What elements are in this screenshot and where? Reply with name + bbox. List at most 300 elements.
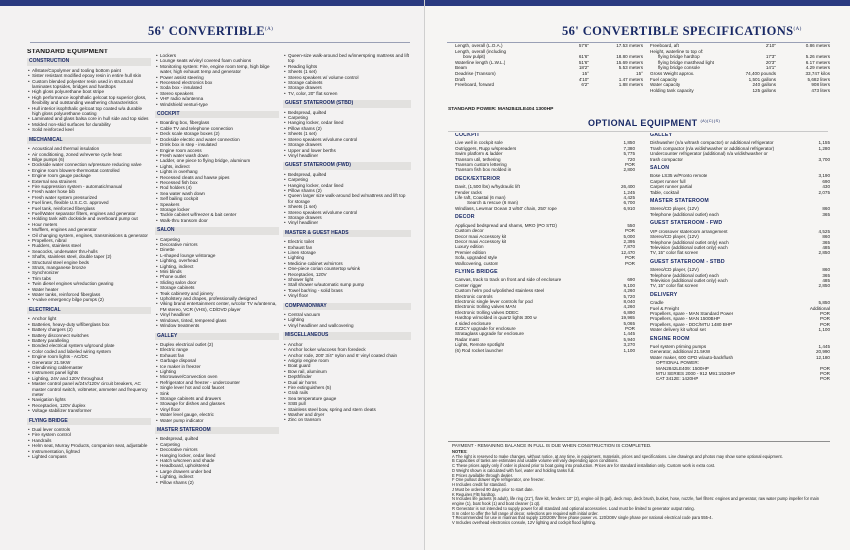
equipment-item: • Garbage disposal: [155, 358, 279, 363]
equipment-item: • Drink box in step - insulated: [155, 142, 279, 147]
equipment-item: • Hanging locker, cedar lined: [155, 453, 279, 458]
option-row: [650, 376, 830, 381]
option-name: Telephone (additional outlet) each: [650, 272, 719, 278]
spec-label: Length, overall (L.O.A.): [455, 43, 503, 48]
equipment-item: • Vinyl headliner and wallcovering: [283, 323, 411, 328]
spec-metric: 18.80 meters: [616, 54, 643, 60]
spec-label: Freeboard, forward: [455, 82, 495, 88]
equipment-item: • Vinyl headliner: [283, 153, 411, 158]
equipment-item: • Recessed fish box: [155, 180, 279, 185]
equipment-item: • Cable TV and telephone connection: [155, 126, 279, 131]
equipment-item: • Anchor rode, 200' 3/4" nylon and 6' vinyl coated chain: [283, 353, 411, 358]
equipment-item: • Lighting: [155, 369, 279, 374]
equipment-item: • Bonded electrical system w/ground plate: [27, 343, 151, 348]
note-item: B Capacities of tanks are estimates and usable volume will vary depending upon conditions.: [452, 458, 619, 464]
equipment-item: • External sea strainers: [27, 179, 151, 184]
equipment-item: • Anchor light: [27, 316, 151, 321]
option-name: Windlass, Lewmar Ocean 3 w/50' chain, 250' rope: [455, 205, 557, 211]
equipment-item: • Dockside electric and water connection: [155, 137, 279, 142]
option-price: 4,525: [818, 228, 830, 234]
option-name: Transom util, tethering: [455, 156, 501, 162]
option-price: 860: [822, 234, 830, 240]
option-price: 860: [822, 206, 830, 212]
option-price: POR: [625, 255, 635, 261]
note-item: E Prices available through dealer.: [452, 472, 513, 478]
equipment-item: • Lighting, 24V and 120V throughout: [27, 376, 151, 381]
optional-section-header: ENGINE ROOM: [650, 335, 690, 342]
option-price: 5,775: [623, 151, 635, 157]
title-note: (A): [793, 26, 802, 32]
option-name: Life raft, Coastal (6 man): [455, 195, 506, 201]
equipment-item: • Water heater: [27, 287, 151, 292]
equipment-item: • Stall shower w/automatic sump pump: [283, 282, 411, 287]
equipment-item: • Single lever hot and cold faucet: [155, 385, 279, 390]
option-name: Carpet runner partial: [650, 184, 693, 190]
standard-equipment-col-1: [27, 49, 151, 549]
option-row: [455, 348, 635, 353]
equipment-item: • Color coded and labeled wiring system: [27, 349, 151, 354]
equipment-item: • Vinyl headliner: [283, 220, 411, 225]
equipment-item: • Lighting, indirect: [155, 474, 279, 479]
option-name: Table, cocktail: [650, 189, 679, 195]
equipment-item: • Acoustical and thermal insulation: [27, 146, 151, 151]
equipment-item: • Lights in overhang: [155, 169, 279, 174]
option-name: Cradle: [650, 300, 664, 306]
equipment-item: • Fresh water system pressurized: [27, 195, 151, 200]
spec-imperial: 57'6": [578, 43, 589, 48]
option-name: Transom custom lettering: [455, 162, 507, 168]
equipment-item: • Power assist steering: [155, 75, 279, 80]
spec-metric: 4.29 meters: [805, 65, 830, 71]
equipment-item: • Bilge pumps (6): [27, 157, 151, 162]
option-price: 4,260: [623, 288, 635, 294]
standard-equipment-col-3: [283, 53, 411, 550]
option-name: MTU SERIES 2000 - 912 M91:1520HP: [656, 371, 736, 377]
spec-imperial: 14'1": [765, 65, 776, 71]
equipment-item: • Sheets (1 set): [283, 69, 411, 74]
option-name: Premier edition: [455, 249, 486, 255]
equipment-item: • Air conditioning, zoned w/reverse cycle heat: [27, 152, 151, 157]
equipment-item: • Stereo speakers w/ volume control: [283, 75, 411, 80]
option-name: Television (additional outlet only) each: [650, 244, 728, 250]
equipment-item: • Fire suppression system - automatic/manual: [27, 184, 151, 189]
note-item: T Recommended for use in marinas that supply 120/208V three phase power vs. 120/208V single phase per national electrical code para 555-4.: [452, 515, 713, 521]
equipment-item: • Structural steel engine beds: [27, 260, 151, 265]
option-name: Strataglass upgrade for enclosure: [455, 331, 524, 337]
optional-section-header: GUEST STATEROOM - FWD: [650, 220, 723, 227]
spec-metric: 5,682 liters: [807, 76, 830, 82]
note-item: K Requires F/B hardtop.: [452, 491, 496, 497]
option-price: 5,065: [623, 320, 635, 326]
equipment-item: • L-shaped lounge w/storage: [155, 253, 279, 258]
option-price: 2,075: [818, 189, 830, 195]
option-name: Stereo/CD player, (12V): [650, 206, 699, 212]
option-name: Trash compactor (n/a w/dishwasher or additional refrigerator): [650, 145, 775, 151]
spec-label: Holding tank capacity: [650, 87, 694, 93]
equipment-item: • Self bailing cockpit: [155, 196, 279, 201]
optional-section-header: DELIVERY: [650, 291, 678, 298]
optional-section-header: SALON: [650, 165, 670, 172]
option-name: TV, 15" color flat screen: [650, 283, 699, 289]
spec-label: Waterline length (L.W.L.): [455, 59, 506, 65]
title-note: (A): [265, 26, 274, 32]
spec-metric: 33,747 kilos: [805, 70, 830, 76]
equipment-item: • Lounge seats w/vinyl covered foam cushions: [155, 58, 279, 63]
left-top-bar: [0, 0, 424, 6]
option-price: 1,100: [818, 327, 830, 333]
equipment-item: • Oil changing system, engines, transmissions & generator: [27, 233, 151, 238]
option-row: [455, 261, 635, 266]
equipment-item: • Carpeting: [155, 237, 279, 242]
option-price: 2,850: [818, 283, 830, 289]
equipment-item: • Instrumentation, lighted: [27, 449, 151, 454]
option-price: 5,720: [623, 293, 635, 299]
spec-row: [455, 82, 643, 88]
equipment-item: • Storage drawers: [283, 142, 411, 147]
option-name: trash compactor: [650, 156, 683, 162]
option-row: [650, 327, 830, 332]
option-price: 8,040: [623, 298, 635, 304]
spec-label: Beam: [455, 65, 468, 71]
option-price: 4,425: [623, 195, 635, 201]
option-price: 430: [822, 184, 830, 190]
equipment-item: • Bedspread, quilted: [283, 172, 411, 177]
equipment-item: • Central vacuum: [283, 312, 411, 317]
spec-values: [751, 88, 831, 94]
equipment-item: • Medicine cabinet w/mirrors: [283, 261, 411, 266]
option-name: 4 sided enclosure: [455, 320, 492, 326]
option-price: POR: [820, 371, 830, 377]
equipment-item: • Fresh water hose bib: [27, 189, 151, 194]
section-header: MISCELLANEOUS: [283, 332, 411, 339]
option-name: Luxury edition: [455, 244, 484, 250]
note-item: N Includes life jackets (6 adult), life ring (21"), flare kit, fenders: 10" (2), engine oil (5 gal), deck mop, deck brush, bucket, hose, nozzle, fuel filters: engines and generator, raw water pump impeller for main engine (1), boat hook (1) and boat cleaner (1 qt).: [452, 496, 819, 506]
equipment-item: • Rod holders (4): [155, 185, 279, 190]
option-name: Decor maxi Accessory kit: [455, 238, 507, 244]
optional-section-header: DECK/EXTERIOR: [455, 175, 501, 182]
note-item: A The right is reserved to make changes, without notice, at any time, in equipment, materials, prices and specifications. Line drawings and photos may show some optional equipment.: [452, 453, 783, 459]
section-header: GALLEY: [155, 333, 279, 340]
equipment-item: • VHF radio w/antenna: [155, 96, 279, 101]
equipment-item: • Battery disconnect switches: [27, 333, 151, 338]
option-price: 2,850: [818, 250, 830, 256]
equipment-item: • Upper and lower berths: [283, 148, 411, 153]
equipment-item: • Bow rail, aluminum: [283, 369, 411, 374]
equipment-item: • Pillow shams (2): [283, 126, 411, 131]
section-header: ELECTRICAL: [27, 307, 151, 314]
spec-imperial: 240 gallons: [752, 82, 776, 88]
spec-label: bow pulpit): [463, 54, 486, 60]
spec-metric: 1.88 meters: [618, 82, 643, 88]
option-name: Sofa, upgraded style: [455, 255, 498, 261]
spec-imperial: 4'10": [578, 76, 589, 82]
title-text: 56' CONVERTIBLE: [148, 24, 266, 38]
equipment-item: • Battery chargers (2): [27, 327, 151, 332]
option-price: POR: [625, 228, 635, 234]
note-item: V Includes overhead electronics console, 12V lighting and cockpit flood lighting.: [452, 520, 597, 525]
spec-label: flying bridge hardtop: [658, 54, 700, 60]
equipment-item: • Carpeting: [283, 177, 411, 182]
standard-equipment-col-2: [155, 53, 279, 550]
equipment-item: • Fire system control: [27, 432, 151, 437]
spec-metric: 1.47 meters: [618, 76, 643, 82]
payment-note: PAYMENT - REMAINING BALANCE IN FULL IS DUE WHEN CONSTRUCTION IS COMPLETED.: [452, 444, 652, 448]
equipment-item: • Receptacles, 120V duplex: [27, 403, 151, 408]
equipment-item: • Upholstery and drapes, professionally designed: [155, 296, 279, 301]
equipment-item: • Boarding box, fiberglass: [155, 120, 279, 125]
option-row: [650, 190, 830, 195]
equipment-item: • Deck scale storage boxes (2): [155, 131, 279, 136]
equipment-item: • Towel bar/ring - solid brass: [283, 288, 411, 293]
option-name: Stereo/CD player, (12V): [650, 267, 699, 273]
equipment-item: • Navigation lights: [27, 397, 151, 402]
equipment-item: • Grab rails: [283, 390, 411, 395]
option-name: Swim platform & ladder: [455, 151, 503, 157]
option-price: 1,280: [818, 145, 830, 151]
specifications-right: [650, 43, 830, 103]
equipment-item: • High performance isophthalic gelcoat top superior gloss, flexibility and outstanding weathering characteristics: [27, 95, 151, 106]
option-name: Water delivery kit w/tool set: [650, 327, 706, 333]
equipment-item: • Boat guard: [283, 363, 411, 368]
equipment-item: • Lighting: [283, 255, 411, 260]
spec-imperial: 15°: [582, 70, 589, 76]
equipment-item: • Fuel lines, flexible U.S.C.G. approved: [27, 200, 151, 205]
option-name: Electronic trolling valves MAN: [455, 304, 516, 310]
equipment-item: • Water level gauge, electric: [155, 412, 279, 417]
equipment-item: • Stereo speakers: [155, 91, 279, 96]
equipment-item: • Pillow shams (2): [155, 480, 279, 485]
equipment-item: • Sheets (1 set): [283, 204, 411, 209]
optional-title-text: OPTIONAL EQUIPMENT: [588, 118, 698, 128]
option-name: Propellers, spare - MAN Standard Power: [650, 310, 734, 316]
optional-equipment-col-1: [455, 133, 635, 438]
spec-metric: 0.86 meters: [805, 43, 830, 48]
equipment-item: • Asigrip engine room: [283, 358, 411, 363]
option-price: 5,000: [623, 233, 635, 239]
equipment-item: • Zinc on transom: [283, 417, 411, 422]
equipment-item: • Soda box - insulated: [155, 85, 279, 90]
option-name: Generator, additional 21.5KW: [650, 349, 711, 355]
equipment-item: • SSB pull: [283, 401, 411, 406]
option-name: (6) Rod rocket launcher: [455, 347, 504, 353]
option-name: Stereo/CD player, (12V): [650, 234, 699, 240]
equipment-item: • Storage locker: [155, 207, 279, 212]
spec-label: Draft: [455, 76, 465, 82]
spec-label: Deadrise (Transom): [455, 70, 496, 76]
equipment-item: • Windshield venturi-type: [155, 102, 279, 107]
section-header: SALON: [155, 227, 279, 234]
optional-equipment-title: [588, 118, 720, 128]
equipment-item: • Vinyl floor: [155, 407, 279, 412]
option-price: POR: [820, 376, 830, 382]
equipment-item: • Lighting: [283, 317, 411, 322]
equipment-item: • Propellers, nibral: [27, 238, 151, 243]
equipment-item: • Bedspread, quilted: [283, 110, 411, 115]
equipment-item: • Sister resistant modified epoxy resin in entire hull skin: [27, 73, 151, 78]
section-header: FLYING BRIDGE: [27, 418, 151, 425]
equipment-item: • Dinette: [155, 247, 279, 252]
equipment-item: • Carpeting: [155, 442, 279, 447]
equipment-item: • Batteries, heavy-duty w/fiberglass box: [27, 322, 151, 327]
spec-imperial: 6'2": [581, 82, 589, 88]
option-name: TV, 15" color flat screen: [650, 250, 699, 256]
equipment-item: • Lockers: [155, 53, 279, 58]
option-price: 3,270: [623, 342, 635, 348]
equipment-item: • Glendinning cablemaster: [27, 365, 151, 370]
optional-section-header: GALLEY: [650, 133, 673, 138]
equipment-item: • Duplex electrical outlet (2): [155, 342, 279, 347]
spec-values: [579, 82, 643, 88]
equipment-item: • Dual air horns: [283, 380, 411, 385]
option-name: Fuel & Freight: [650, 305, 679, 311]
equipment-item: • Refrigerator and freezer - undercounter: [155, 380, 279, 385]
section-header: MASTER & GUEST HEADS: [283, 230, 411, 237]
equipment-item: • Depthfinder: [283, 374, 411, 379]
option-row: [650, 212, 830, 217]
equipment-item: • Lights, indirect: [155, 164, 279, 169]
option-price: 1,850: [623, 140, 635, 146]
option-price: 1,445: [623, 331, 635, 337]
option-price: 550: [627, 222, 635, 228]
title-text: 56' CONVERTIBLE SPECIFICATIONS: [562, 24, 794, 38]
section-header: GUEST STATEROOM (STBD): [283, 100, 411, 107]
equipment-item: • Electric range: [155, 347, 279, 352]
option-name: Live well in cockpit sole: [455, 140, 503, 146]
option-name: Dishwasher (n/a w/trash compactor) or additional refrigerator: [650, 140, 774, 146]
spec-row: [650, 88, 830, 94]
equipment-item: • Ladder, one piece to flying bridge, aluminum: [155, 158, 279, 163]
standard-power: STANDARD POWER: MAN2842LE404 1300HP: [448, 107, 554, 112]
equipment-item: • Stowage for dishes and glasses: [155, 401, 279, 406]
note-item: J Must be ordered 90 days prior to start date.: [452, 486, 534, 492]
equipment-item: • Receptacles, 120V: [283, 272, 411, 277]
option-name: Carpet runner full: [650, 178, 686, 184]
equipment-item: • Large drawers under bed: [155, 469, 279, 474]
option-name: Decor maxi Accessory kit: [455, 233, 507, 239]
option-name: Appliqued bedspread and shams, MRO (PO STD): [455, 222, 557, 228]
title-rule: [30, 42, 410, 43]
equipment-item: • Rudders, stainless steel: [27, 243, 151, 248]
equipment-item: • Laminated and glass balsa core in hull side and top sides: [27, 116, 151, 121]
equipment-item: • Fire extinguishers (5): [283, 385, 411, 390]
equipment-item: • Holding tank with dockside and overboard pump out: [27, 216, 151, 221]
equipment-item: • Custom blended polyester resin used in structural laminates topsides, bridges and hardtops: [27, 79, 151, 90]
equipment-item: • Water tanks, reinforced fiberglass: [27, 292, 151, 297]
section-header: MECHANICAL: [27, 137, 151, 144]
option-name: Propellers, spare - DDC/MTU 1480 BHP: [650, 321, 733, 327]
option-price: POR: [820, 321, 830, 327]
equipment-item: • Decorative mirrors: [155, 242, 279, 247]
option-price: POR: [820, 310, 830, 316]
equipment-item: • Storage cabinets: [283, 80, 411, 85]
option-name: Telephone (additional outlet only) each: [650, 239, 729, 245]
option-price: 20,990: [815, 349, 830, 355]
spec-metric: 15°: [636, 70, 643, 76]
optional-section-header: DECOR: [455, 214, 475, 221]
equipment-item: • Generator 21.5KW: [27, 360, 151, 365]
equipment-item: • Hull interior isophthalic gelcoat top coated w/a durable high gloss polyurethane coating: [27, 106, 151, 117]
option-name: Outriggers, Rupp w/spreaders: [455, 145, 517, 151]
spec-imperial: 51'6": [578, 59, 589, 65]
spec-metric: 5.26 meters: [805, 54, 830, 60]
equipment-item: • Fuel tank, reinforced fiberglass: [27, 206, 151, 211]
equipment-item: • Stainless steel bow, spring and stern cleats: [283, 407, 411, 412]
equipment-item: • Master control panel w/24V/120V circuit breakers, AC master control switch, voltmeter, ammeter and frequency meter: [27, 381, 151, 397]
option-price: 1,445: [818, 344, 830, 349]
equipment-item: • Exhaust fan: [155, 353, 279, 358]
option-name: Custom helm pod w/polished stainless steel: [455, 288, 545, 294]
equipment-item: • Fresh water wash down: [155, 153, 279, 158]
optional-section-header: GUEST STATEROOM - STBD: [650, 258, 725, 265]
option-price: 1,100: [623, 347, 635, 353]
equipment-item: • Headboard, upholstered: [155, 463, 279, 468]
option-price: 26,400: [620, 184, 635, 190]
option-price: POR: [625, 260, 635, 266]
optional-equipment-col-2: [650, 133, 830, 438]
notes-rule: [448, 441, 830, 442]
spec-label: Gross Weight approx.: [650, 70, 695, 76]
equipment-item: • Storage cabinets: [155, 285, 279, 290]
left-page-title: [148, 24, 273, 39]
option-price: 6,890: [623, 309, 635, 315]
spec-label: Length, overall (including: [455, 48, 507, 54]
option-price: 690: [822, 178, 830, 184]
note-item: C These prices apply only if order is placed prior to boat going into production. Prices are for standard installation only. Custom work is extra cost.: [452, 463, 716, 468]
note-item: S In order to offer the full range of decor, selections are required with initial order.: [452, 510, 599, 516]
option-price: 485: [822, 244, 830, 250]
spec-metric: 15.69 meters: [616, 59, 643, 65]
equipment-item: • Lighting, indirect: [155, 264, 279, 269]
option-name: Lights, Remote spotlight: [455, 342, 505, 348]
option-price: 720: [627, 156, 635, 162]
option-price: 5,850: [818, 300, 830, 306]
equipment-item: • Battery paralleling: [27, 338, 151, 343]
option-name: Water maker, 600 GPD w/auto-backflush: [650, 354, 734, 360]
equipment-item: • Helm seat, Murray Products, companion seat, adjustable: [27, 443, 151, 448]
option-name: Electronic trolling valves DDEC: [455, 309, 519, 315]
equipment-item: • Sea temperature gauge: [283, 396, 411, 401]
option-row: [455, 206, 635, 211]
equipment-item: • Ice maker in freezer: [155, 364, 279, 369]
optional-section-header: FLYING BRIDGE: [455, 268, 498, 275]
option-price: 365: [822, 272, 830, 278]
option-name: Electronic controls: [455, 293, 493, 299]
equipment-item: • Exhaust fan: [283, 245, 411, 250]
equipment-item: • Storage drawers: [283, 85, 411, 90]
section-header: GUEST STATEROOM (FWD): [283, 162, 411, 169]
equipment-item: • TV, color, 20" flat screen: [283, 91, 411, 96]
equipment-item: • Storage cabinets and drawers: [155, 396, 279, 401]
equipment-item: • Mini blinds: [155, 269, 279, 274]
equipment-item: • Seacocks, underwater thru-hulls: [27, 249, 151, 254]
option-price: Additional: [809, 305, 830, 311]
equipment-item: • Dual lever controls: [27, 427, 151, 432]
option-price: POR: [820, 365, 830, 371]
spec-metric: 17.53 meters: [616, 43, 643, 48]
specifications-left: [455, 43, 643, 99]
equipment-item: • Shower light: [283, 277, 411, 282]
option-name: Center rigger: [455, 282, 482, 288]
optional-section-header: MASTER STATEROOM: [650, 198, 709, 205]
section-header: COCKPIT: [155, 111, 279, 118]
equipment-item: • Window treatments: [155, 323, 279, 328]
spec-imperial: 17'3": [765, 54, 776, 60]
equipment-item: • Hanging locker, cedar lined: [283, 183, 411, 188]
spec-metric: 6.17 meters: [805, 59, 830, 65]
equipment-item: • Lighting, overhead: [155, 258, 279, 263]
option-price: 19,965: [620, 315, 635, 321]
equipment-item: • Viking brand entertainment center, w/color TV w/antenna, FM stereo, VCR (VHS), CD/DVD player: [155, 301, 279, 312]
